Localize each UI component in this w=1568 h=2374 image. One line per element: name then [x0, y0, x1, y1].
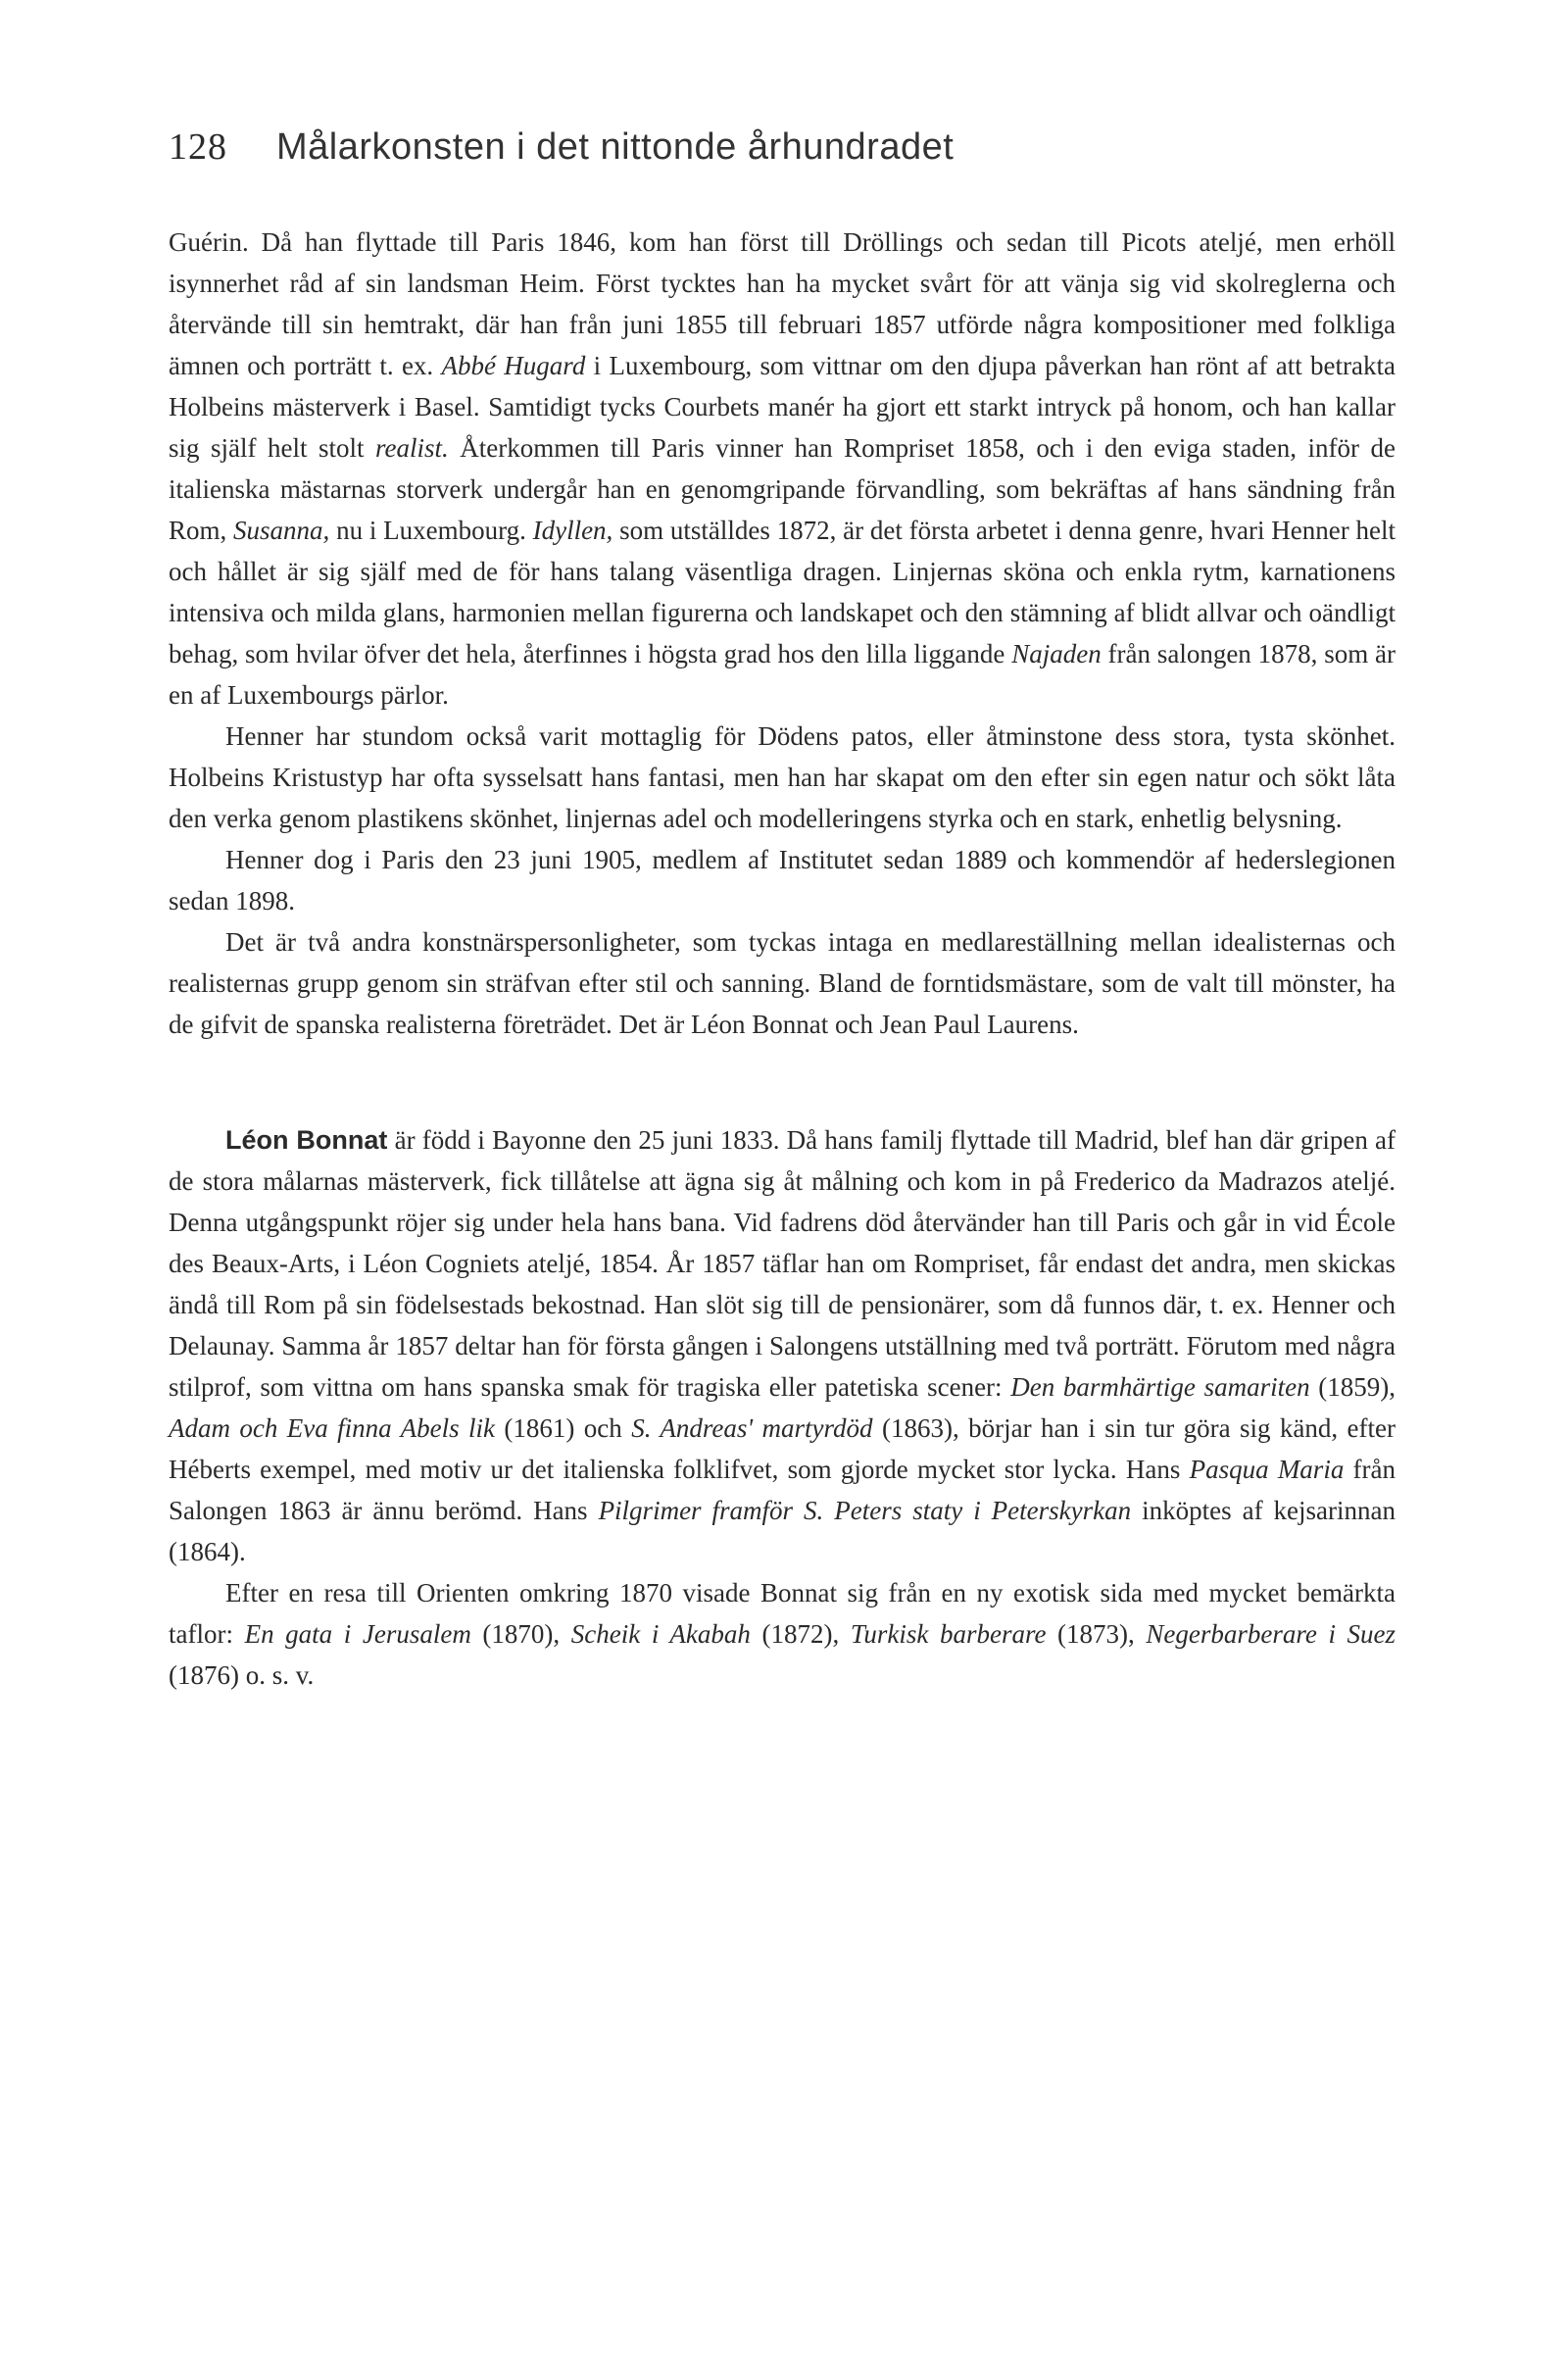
text-run: som utställdes 1872, är det första arbetet i denna genre, hvari Henner helt och hållet är sig själf med de för hans talang väsentliga dragen. Linjernas sköna och enkla rytm, karnationens intensiva och milda glans, harmonien mellan figurerna och landskapet och den stämning af blidt allvar och oändligt behag, som hvilar öfver det hela, återfinnes i högsta grad hos den lilla liggande: [169, 516, 1396, 668]
text-run: (1876) o. s. v.: [169, 1660, 315, 1690]
artwork-title: Susanna,: [233, 516, 330, 545]
paragraph-bonnat-intro: [169, 1119, 1396, 1572]
artwork-title: Pilgrimer framför S. Peters staty i Peterskyrkan: [598, 1496, 1132, 1525]
text-run: i Luxembourg, som vittnar om den djupa påverkan han rönt af att betrakta Holbeins mästerverk i Basel. Samtidigt tycks Courbets manér ha gjort ett starkt intryck på honom, och han kallar sig själf helt stolt: [169, 351, 1396, 463]
emphasis-text: realist.: [374, 433, 449, 463]
body-text: [169, 222, 1396, 1696]
artwork-title: En gata i Jerusalem: [244, 1619, 471, 1649]
text-run: (1873),: [1046, 1619, 1147, 1649]
artwork-title: Abbé Hugard: [441, 351, 586, 380]
text-run: från Salongen 1863 är ännu berömd. Hans: [169, 1455, 1396, 1525]
section-spacer: [169, 1045, 1396, 1119]
artwork-title: Turkisk barberare: [850, 1619, 1047, 1649]
text-run: (1863), börjar han i sin tur göra sig känd, efter Héberts exempel, med motiv ur det italienska folklifvet, som gjorde mycket stor lycka. Hans: [169, 1413, 1396, 1484]
artwork-title: Scheik i Akabah: [570, 1619, 751, 1649]
artwork-title: Idyllen,: [532, 516, 613, 545]
text-run: (1859),: [1309, 1372, 1396, 1402]
page-header: [169, 125, 1227, 169]
text-run: nu i Luxembourg.: [329, 516, 533, 545]
artwork-title: S. Andreas' martyrdöd: [631, 1413, 873, 1443]
artwork-title: Adam och Eva finna Abels lik: [169, 1413, 495, 1443]
text-run: (1872),: [750, 1619, 851, 1649]
text-run: inköptes af kejsarinnan (1864).: [169, 1496, 1396, 1566]
paragraph-bonnat-orient: [169, 1572, 1396, 1696]
text-run: från salongen 1878, som är en af Luxembourgs pärlor.: [169, 639, 1396, 710]
artwork-title: Najaden: [1011, 639, 1102, 668]
artist-name-heading: Léon Bonnat: [225, 1125, 388, 1155]
text-run: Efter en resa till Orienten omkring 1870 visade Bonnat sig från en ny exotisk sida med mycket bemärkta taflor:: [169, 1578, 1396, 1649]
paragraph-henner-death-theme: Henner har stundom också varit mottaglig för Dödens patos, eller åtminstone dess stora, tysta skönhet. Holbeins Kristustyp har ofta sysselsatt hans fantasi, men han har skapat om den efter sin egen natur och sökt låta den verka genom plastikens skönhet, linjernas adel och modelleringens styrka och en stark, enhetlig belysning.: [169, 721, 1396, 833]
running-title: Målarkonsten i det nittonde århundradet: [276, 126, 955, 168]
paragraph-transition: Det är två andra konstnärspersonligheter, som tyckas intaga en medlareställning mellan idealisternas och realisternas grupp genom sin sträfvan efter stil och sanning. Bland de forntidsmästare, som de valt till mönster, ha de gifvit de spanska realisterna företrädet. Det är Léon Bonnat och Jean Paul Laurens.: [169, 927, 1396, 1039]
text-run: (1861) och: [495, 1413, 632, 1443]
text-run: Återkommen till Paris vinner han Rompriset 1858, och i den eviga staden, inför de italienska mästarnas storverk undergår han en genomgripande förvandling, som bekräftas af hans sändning från Rom,: [169, 433, 1396, 545]
artwork-title: Negerbarberare i Suez: [1146, 1619, 1396, 1649]
paragraph-henner-career: [169, 222, 1396, 716]
artwork-title: Pasqua Maria: [1189, 1455, 1345, 1484]
text-run: Guérin. Då han flyttade till Paris 1846, kom han först till Dröllings och sedan till Picots ateljé, men erhöll isynnerhet råd af sin landsman Heim. Först tycktes han ha mycket svårt för att vänja sig vid skolreglerna och återvände till sin hemtrakt, där han från juni 1855 till februari 1857 utförde några kompositioner med folkliga ämnen och porträtt t. ex.: [169, 227, 1396, 380]
text-run: är född i Bayonne den 25 juni 1833. Då hans familj flyttade till Madrid, blef han där gripen af de stora målarnas mästerverk, fick tillåtelse att ägna sig åt målning och kom in på Frederico da Madrazos ateljé. Denna utgångspunkt röjer sig under hela hans bana. Vid fadrens död återvänder han till Paris och går in vid École des Beaux-Arts, i Léon Cogniets ateljé, 1854. År 1857 täflar han om Rompriset, får endast det andra, men skickas ändå till Rom på sin födelsestads bekostnad. Han slöt sig till de pensionärer, som då funnos där, t. ex. Henner och Delaunay. Samma år 1857 deltar han för första gången i Salongens utställning med två porträtt. Förutom med några stilprof, som vittna om hans spanska smak för tragiska eller patetiska scener:: [169, 1125, 1396, 1402]
text-run: (1870),: [470, 1619, 571, 1649]
paragraph-henner-death: Henner dog i Paris den 23 juni 1905, medlem af Institutet sedan 1889 och kommendör af hederslegionen sedan 1898.: [169, 845, 1396, 915]
page-number: 128: [169, 126, 227, 168]
artwork-title: Den barmhärtige samariten: [1010, 1372, 1310, 1402]
